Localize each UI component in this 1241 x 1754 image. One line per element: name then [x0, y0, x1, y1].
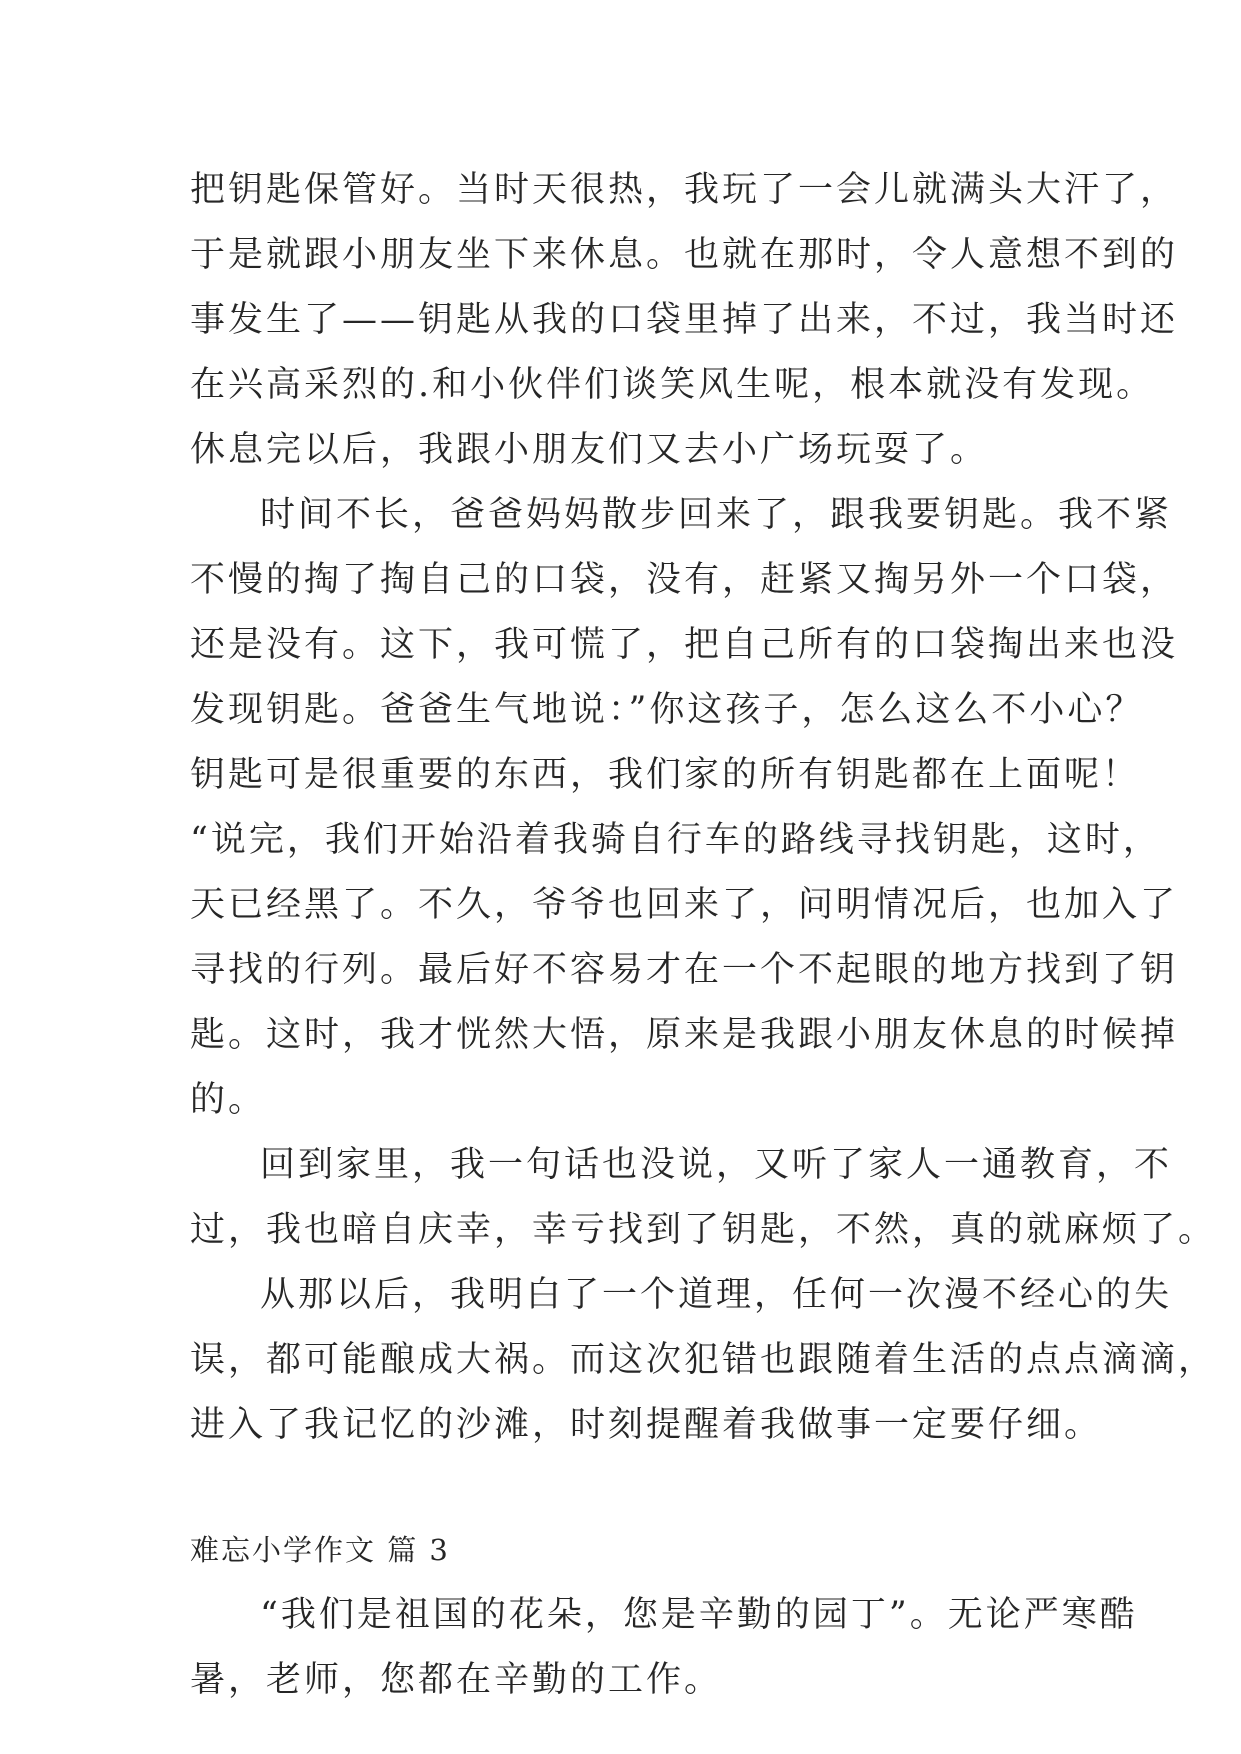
- text-line: 还是没有。这下，我可慌了，把自己所有的口袋掏出来也没: [190, 625, 1179, 665]
- text-line: 天已经黑了。不久，爷爷也回来了，问明情况后，也加入了: [190, 885, 1179, 925]
- paragraph: [190, 158, 1179, 483]
- paragraph: [190, 1133, 1217, 1263]
- text-line: 暑，老师，您都在辛勤的工作。: [190, 1660, 723, 1700]
- paragraph: [190, 1583, 1138, 1713]
- text-line: 过，我也暗自庆幸，幸亏找到了钥匙，不然，真的就麻烦了。: [190, 1210, 1217, 1250]
- text-line: 回到家里，我一句话也没说，又听了家人一通教育，不: [260, 1145, 1173, 1185]
- text-line: 事发生了——钥匙从我的口袋里掉了出来，不过，我当时还: [190, 300, 1179, 340]
- text-line: 从那以后，我明白了一个道理，任何一次漫不经心的失: [260, 1275, 1173, 1315]
- text-line: 的。: [190, 1080, 267, 1120]
- text-line: “我们是祖国的花朵，您是辛勤的园丁”。无论严寒酷: [260, 1595, 1138, 1635]
- text-line: 误，都可能酿成大祸。而这次犯错也跟随着生活的点点滴滴，: [190, 1340, 1217, 1380]
- paragraph: [190, 1263, 1217, 1458]
- text-line: 不慢的掏了掏自己的口袋，没有，赶紧又掏另外一个口袋，: [190, 560, 1179, 600]
- text-line: “说完，我们开始沿着我骑自行车的路线寻找钥匙，这时，: [190, 820, 1161, 860]
- section-title: 难忘小学作文 篇 3: [190, 1533, 450, 1567]
- text-line: 在兴高采烈的.和小伙伴们谈笑风生呢，根本就没有发现。: [190, 365, 1155, 405]
- text-line: 发现钥匙。爸爸生气地说：”你这孩子，怎么这么不小心？: [190, 690, 1144, 730]
- text-line: 匙。这时，我才恍然大悟，原来是我跟小朋友休息的时候掉: [190, 1015, 1179, 1055]
- text-line: 把钥匙保管好。当时天很热，我玩了一会儿就满头大汗了，: [190, 170, 1179, 210]
- text-line: 进入了我记忆的沙滩，时刻提醒着我做事一定要仔细。: [190, 1405, 1103, 1445]
- text-line: 于是就跟小朋友坐下来休息。也就在那时，令人意想不到的: [190, 235, 1179, 275]
- document-body: [190, 158, 1217, 1713]
- text-line: 时间不长，爸爸妈妈散步回来了，跟我要钥匙。我不紧: [260, 495, 1173, 535]
- text-line: 钥匙可是很重要的东西，我们家的所有钥匙都在上面呢！: [190, 755, 1141, 795]
- paragraph: [190, 483, 1179, 1133]
- text-line: 寻找的行列。最后好不容易才在一个不起眼的地方找到了钥: [190, 950, 1179, 990]
- text-line: 休息完以后，我跟小朋友们又去小广场玩耍了。: [190, 430, 989, 470]
